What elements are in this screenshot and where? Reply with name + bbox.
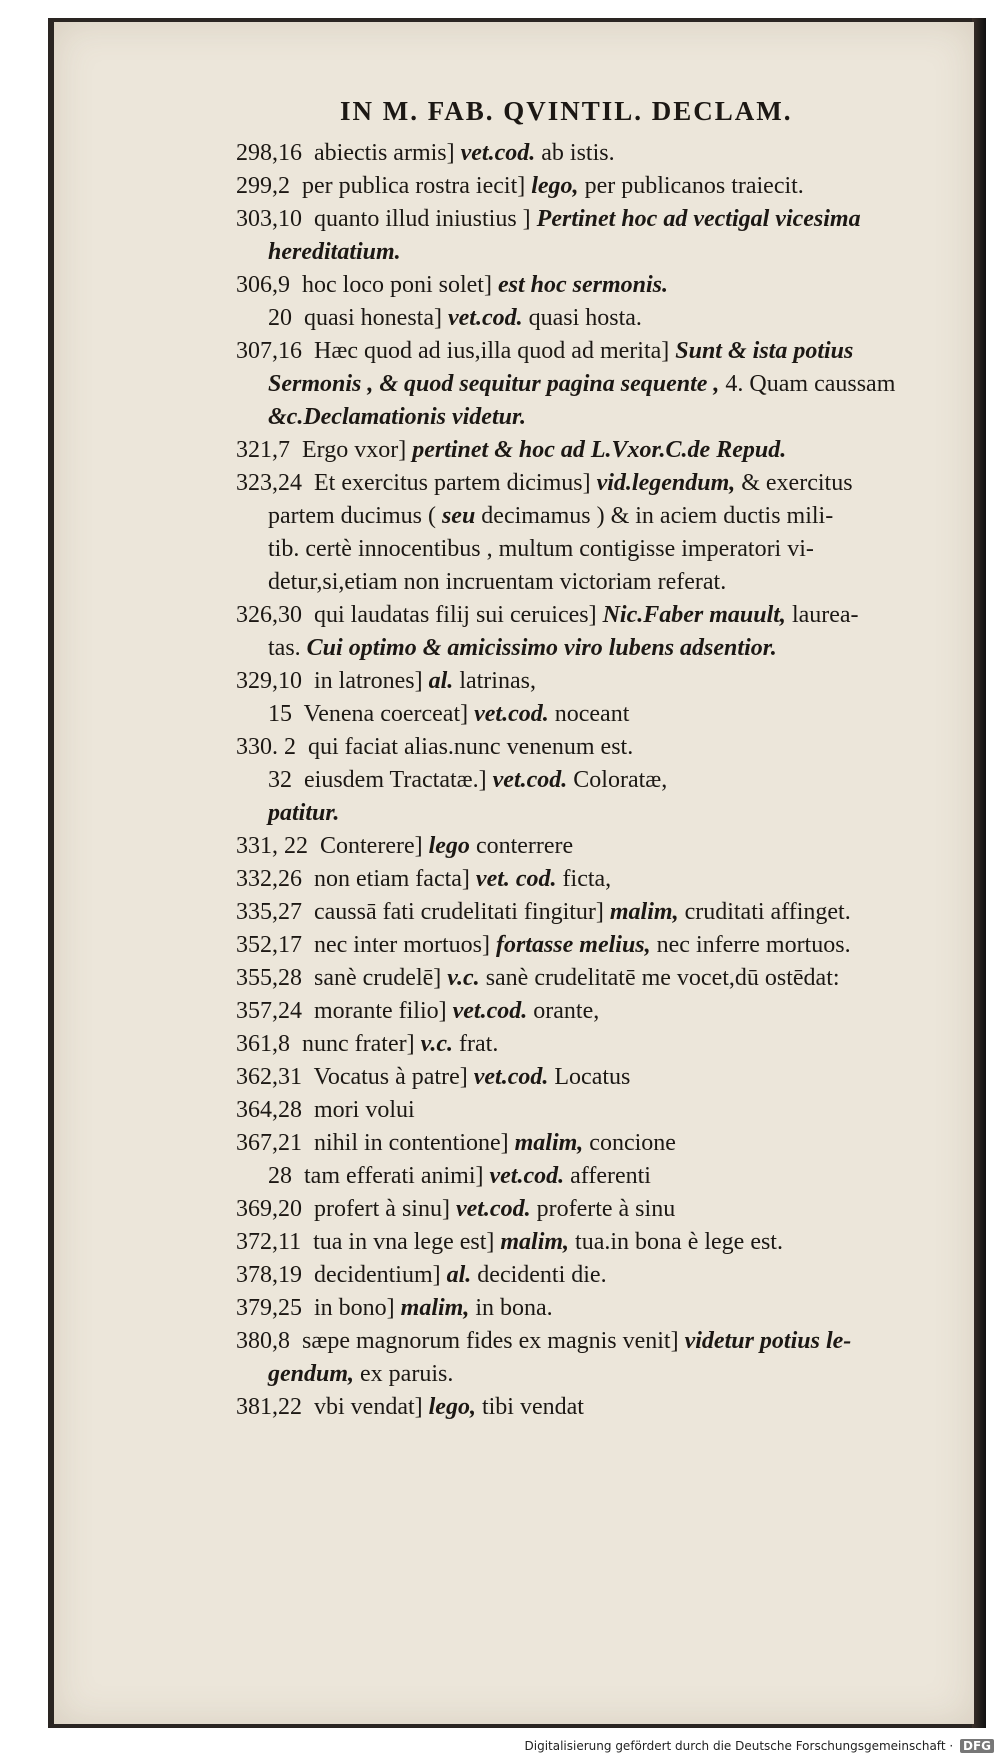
annotation-text: decidentium] <box>314 1262 441 1288</box>
annotation-note: Pertinet hoc ad vectigal vicesima <box>536 206 861 232</box>
annotation-rest: nec inferre mortuos. <box>656 932 851 958</box>
annotation-text: profert à sinu] <box>314 1196 450 1222</box>
annotation-text: Vocatus à patre] <box>313 1064 468 1090</box>
annotation-line <box>236 335 976 368</box>
annotation-line <box>236 962 976 995</box>
annotation-ref: 32 <box>268 767 292 793</box>
annotation-note: vet.cod. <box>455 1196 531 1222</box>
annotation-note: gendum, <box>268 1361 355 1387</box>
annotation-note: malim, <box>609 899 679 925</box>
annotation-line <box>236 1226 976 1259</box>
annotation-line <box>236 1325 976 1358</box>
annotation-text: in bono] <box>314 1295 395 1321</box>
annotation-text: partem ducimus ( <box>268 503 436 529</box>
annotation-line <box>236 302 976 335</box>
annotation-rest: ex paruis. <box>360 1361 454 1387</box>
annotation-line <box>236 665 976 698</box>
annotation-ref: 335,27 <box>236 899 302 925</box>
annotation-line <box>236 1160 976 1193</box>
annotation-text: mori volui <box>314 1097 415 1123</box>
annotation-rest: tibi vendat <box>481 1394 584 1420</box>
annotation-line <box>236 1094 976 1127</box>
annotation-text: detur,si,etiam non incruentam victoriam referat. <box>268 569 727 595</box>
annotation-note: malim, <box>400 1295 470 1321</box>
annotation-line <box>236 995 976 1028</box>
annotation-ref: 364,28 <box>236 1097 302 1123</box>
annotation-note: lego <box>428 833 470 859</box>
annotation-ref: 378,19 <box>236 1262 302 1288</box>
annotation-text: Hæc quod ad ius,illa quod ad merita] <box>314 338 670 364</box>
annotation-text: abiectis armis] <box>314 140 455 166</box>
annotation-rest: in bona. <box>475 1295 553 1321</box>
annotation-line <box>236 1028 976 1061</box>
annotation-line <box>236 1292 976 1325</box>
annotation-ref: 28 <box>268 1163 292 1189</box>
annotation-note: malim, <box>500 1229 570 1255</box>
annotation-line <box>236 434 976 467</box>
annotation-text: nihil in contentione] <box>314 1130 509 1156</box>
annotation-line <box>236 203 976 236</box>
annotation-line <box>236 599 976 632</box>
annotation-ref: 321,7 <box>236 437 290 463</box>
annotation-text: hoc loco poni solet] <box>302 272 492 298</box>
annotation-ref: 330. 2 <box>236 734 296 760</box>
annotation-rest: orante, <box>533 998 600 1024</box>
annotation-rest: conterrere <box>475 833 574 859</box>
annotation-ref: 361,8 <box>236 1031 290 1057</box>
annotation-ref: 299,2 <box>236 173 290 199</box>
annotation-ref: 355,28 <box>236 965 302 991</box>
annotation-line <box>236 797 976 830</box>
annotation-text: tua in vna lege est] <box>313 1229 495 1255</box>
annotation-note: Sunt & ista potius <box>675 338 854 364</box>
annotation-rest: decimamus ) & in aciem ductis mili- <box>481 503 834 529</box>
annotation-note: lego, <box>428 1394 476 1420</box>
annotation-text: Et exercitus partem dicimus] <box>314 470 591 496</box>
annotation-note: vet.cod. <box>447 305 523 331</box>
annotation-ref: 323,24 <box>236 470 302 496</box>
annotation-note: patitur. <box>268 800 340 826</box>
annotation-rest: afferenti <box>570 1163 651 1189</box>
annotation-ref: 332,26 <box>236 866 302 892</box>
annotation-rest: concione <box>589 1130 676 1156</box>
annotation-line <box>236 467 976 500</box>
annotation-line <box>236 1193 976 1226</box>
annotation-line <box>236 236 976 269</box>
annotation-ref: 326,30 <box>236 602 302 628</box>
annotation-line <box>236 698 976 731</box>
annotation-ref: 331, 22 <box>236 833 308 859</box>
annotation-note: est hoc sermonis. <box>497 272 668 298</box>
annotation-ref: 380,8 <box>236 1328 290 1354</box>
annotation-note: al. <box>428 668 454 694</box>
annotation-text: tas. <box>268 635 301 661</box>
annotation-note: Cui optimo & amicissimo viro lubens adsentior. <box>306 635 777 661</box>
annotation-text: Ergo vxor] <box>302 437 407 463</box>
annotation-rest: frat. <box>459 1031 499 1057</box>
annotation-line <box>236 896 976 929</box>
annotation-rest: per publicanos traiecit. <box>584 173 804 199</box>
annotation-note: vet.cod. <box>460 140 536 166</box>
annotation-note: vet.cod. <box>474 701 549 727</box>
annotation-text: morante filio] <box>314 998 447 1024</box>
annotation-note: al. <box>446 1262 472 1288</box>
annotation-rest: decidenti die. <box>477 1262 607 1288</box>
annotation-rest: & exercitus <box>741 470 853 496</box>
annotation-ref: 357,24 <box>236 998 302 1024</box>
annotation-line <box>236 269 976 302</box>
annotation-note: vet.cod. <box>492 767 568 793</box>
annotation-ref: 367,21 <box>236 1130 302 1156</box>
digitization-footer: Digitalisierung gefördert durch die Deutsche Forschungsgemeinschaft · DFG <box>525 1739 994 1753</box>
annotation-text: eiusdem Tractatæ.] <box>304 767 487 793</box>
annotation-text: qui laudatas filij sui ceruices] <box>314 602 597 628</box>
annotation-ref: 306,9 <box>236 272 290 298</box>
annotation-note: seu <box>441 503 476 529</box>
annotation-text: tib. certè innocentibus , multum contigisse imperatori vi- <box>268 536 814 562</box>
annotation-note: vid.legendum, <box>596 470 736 496</box>
annotation-rest: Locatus <box>554 1064 631 1090</box>
annotation-ref: 352,17 <box>236 932 302 958</box>
annotation-ref: 372,11 <box>236 1229 302 1255</box>
annotation-note: v.c. <box>420 1031 454 1057</box>
annotation-line <box>236 1259 976 1292</box>
annotation-ref: 20 <box>268 305 292 331</box>
annotation-note: lego, <box>531 173 579 199</box>
annotation-line <box>236 863 976 896</box>
annotation-line <box>236 1391 976 1424</box>
annotation-rest: ficta, <box>562 866 612 892</box>
annotation-rest: 4. Quam caussam <box>725 371 896 397</box>
annotation-line <box>236 731 976 764</box>
annotation-list <box>236 137 976 1424</box>
annotation-text: qui faciat alias.nunc venenum est. <box>308 734 634 760</box>
annotation-note: hereditatium. <box>268 239 401 265</box>
annotation-rest: cruditati affinget. <box>684 899 851 925</box>
annotation-rest: ab istis. <box>541 140 615 166</box>
annotation-ref: 298,16 <box>236 140 302 166</box>
annotation-rest: proferte à sinu <box>536 1196 676 1222</box>
annotation-rest: sanè crudelitatē me vocet,dū ostēdat: <box>485 965 840 991</box>
annotation-note: Nic.Faber mauult, <box>602 602 786 628</box>
annotation-ref: 15 <box>268 701 292 727</box>
annotation-text: per publica rostra iecit] <box>302 173 526 199</box>
annotation-line <box>236 830 976 863</box>
annotation-text: nunc frater] <box>302 1031 415 1057</box>
annotation-note: v.c. <box>447 965 480 991</box>
annotation-ref: 362,31 <box>236 1064 302 1090</box>
annotation-text: non etiam facta] <box>314 866 470 892</box>
annotation-ref: 369,20 <box>236 1196 302 1222</box>
annotation-rest: quasi hosta. <box>528 305 642 331</box>
annotation-line <box>236 533 976 566</box>
annotation-text: Venena coerceat] <box>303 701 469 727</box>
annotation-line <box>236 368 976 401</box>
annotation-text: caussā fati crudelitati fingitur] <box>314 899 604 925</box>
annotation-line <box>236 764 976 797</box>
annotation-line <box>236 137 976 170</box>
annotation-line <box>236 566 976 599</box>
annotation-line <box>236 1127 976 1160</box>
annotation-ref: 303,10 <box>236 206 302 232</box>
annotation-note: pertinet & hoc ad L.Vxor.C.de Repud. <box>412 437 787 463</box>
annotation-line <box>236 500 976 533</box>
annotation-line <box>236 929 976 962</box>
annotation-note: malim, <box>514 1130 584 1156</box>
annotation-line <box>236 401 976 434</box>
annotation-text: sanè crudelē] <box>314 965 442 991</box>
footer-text: Digitalisierung gefördert durch die Deutsche Forschungsgemeinschaft <box>524 1739 946 1753</box>
annotation-rest: laurea- <box>791 602 859 628</box>
annotation-text: quanto illud iniustius ] <box>314 206 531 232</box>
annotation-ref: 381,22 <box>236 1394 302 1420</box>
annotation-rest: noceant <box>554 701 630 727</box>
annotation-text: nec inter mortuos] <box>314 932 490 958</box>
annotation-note: &c.Declamationis videtur. <box>268 404 526 430</box>
annotation-ref: 379,25 <box>236 1295 302 1321</box>
annotation-text: tam efferati animi] <box>304 1163 484 1189</box>
annotation-note: vet.cod. <box>489 1163 565 1189</box>
annotation-rest: Coloratæ, <box>573 767 668 793</box>
annotation-note: vet.cod. <box>473 1064 549 1090</box>
running-head: IN M. FAB. QVINTIL. DECLAM. <box>340 96 793 126</box>
annotation-ref: 307,16 <box>236 338 302 364</box>
annotation-text: vbi vendat] <box>314 1394 423 1420</box>
annotation-rest: latrinas, <box>459 668 536 694</box>
annotation-text: Conterere] <box>320 833 423 859</box>
dfg-logo: DFG <box>960 1739 994 1753</box>
annotation-rest: tua.in bona è lege est. <box>575 1229 783 1255</box>
annotation-line <box>236 1061 976 1094</box>
annotation-note: Sermonis , & quod sequitur pagina sequente , <box>268 371 720 397</box>
annotation-line <box>236 170 976 203</box>
annotation-text: quasi honesta] <box>304 305 442 331</box>
annotation-line <box>236 1358 976 1391</box>
annotation-text: in latrones] <box>314 668 423 694</box>
annotation-ref: 329,10 <box>236 668 302 694</box>
annotation-note: fortasse melius, <box>495 932 651 958</box>
annotation-note: vet.cod. <box>452 998 528 1024</box>
annotation-text: sæpe magnorum fides ex magnis venit] <box>302 1328 679 1354</box>
annotation-line <box>236 632 976 665</box>
annotation-note: videtur potius le- <box>684 1328 852 1354</box>
annotation-note: vet. cod. <box>475 866 557 892</box>
